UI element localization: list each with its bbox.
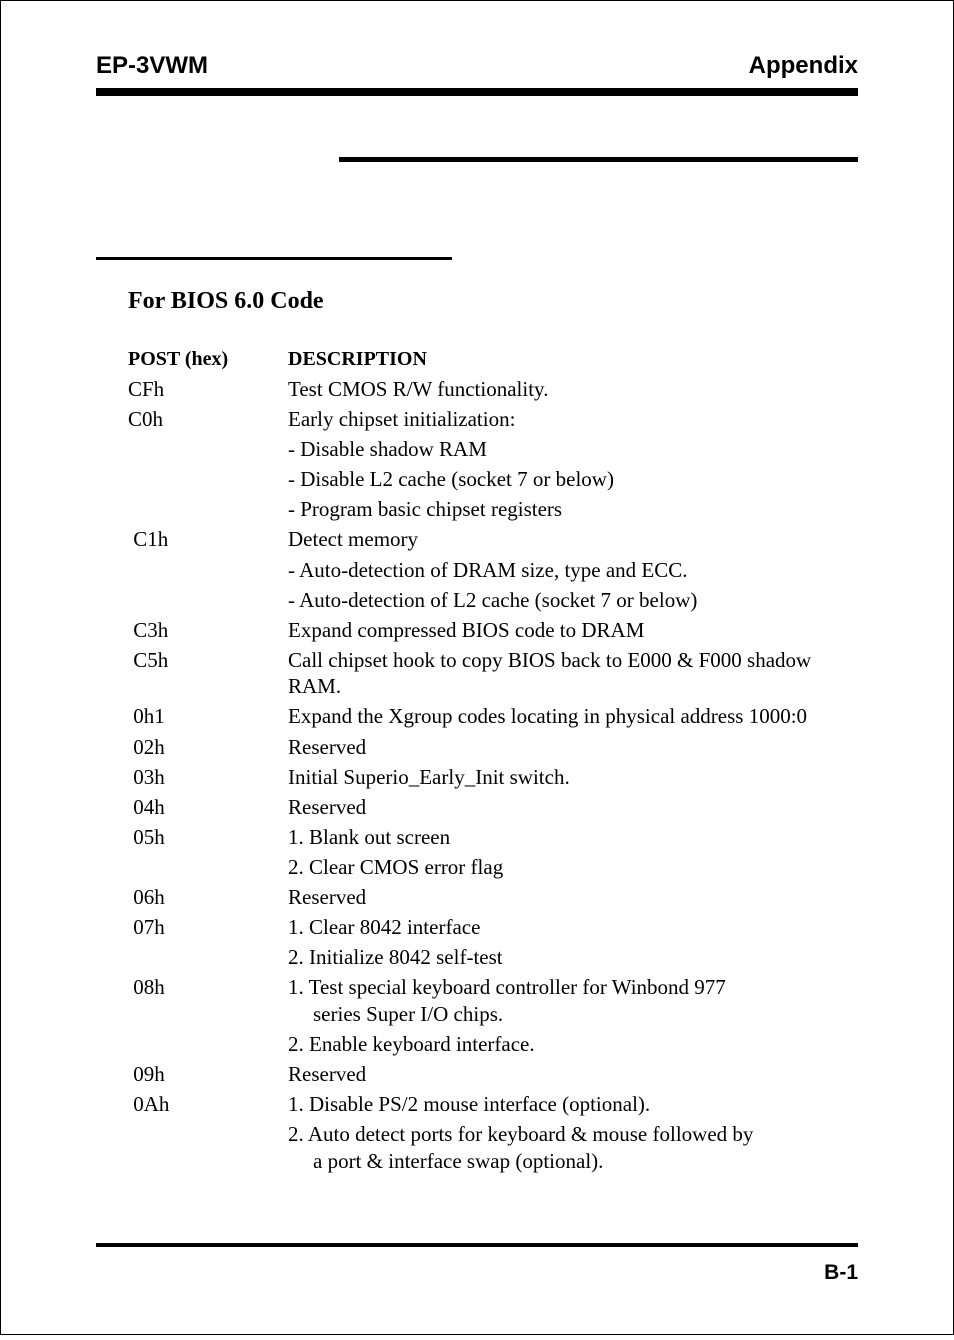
header-section: Appendix xyxy=(748,52,858,79)
description-line: Expand the Xgroup codes locating in physical address 1000:0 xyxy=(288,704,808,729)
description-line: Expand compressed BIOS code to DRAM xyxy=(288,617,645,642)
table-row xyxy=(0,1031,954,1058)
footer-rule xyxy=(96,1243,858,1247)
header-model: EP-3VWM xyxy=(96,52,209,79)
table-row xyxy=(0,526,954,553)
description-line: 1. Clear 8042 interface xyxy=(288,915,481,940)
description-line: 1. Disable PS/2 mouse interface (optional). xyxy=(288,1092,651,1117)
post-description xyxy=(288,1121,860,1174)
post-code: 0h1 xyxy=(128,704,165,729)
post-description xyxy=(288,974,860,1027)
post-description xyxy=(288,496,860,523)
description-line: Reserved xyxy=(288,734,367,759)
table-row xyxy=(0,974,954,1027)
description-line: Early chipset initialization: xyxy=(288,407,516,432)
post-code: 02h xyxy=(128,734,165,759)
post-description xyxy=(288,1091,860,1118)
post-code xyxy=(0,557,288,584)
table-row xyxy=(0,1121,954,1174)
title-rule xyxy=(339,157,858,162)
post-code xyxy=(0,1121,288,1174)
table-row xyxy=(0,496,954,523)
table-row xyxy=(0,1061,954,1088)
table-row xyxy=(0,466,954,493)
column-header-code: POST (hex) xyxy=(128,348,229,370)
post-description xyxy=(288,466,860,493)
post-code xyxy=(0,944,288,971)
table-row xyxy=(0,557,954,584)
post-code: 04h xyxy=(128,794,165,819)
post-code xyxy=(0,1031,288,1058)
post-description xyxy=(288,794,860,821)
description-line: Reserved xyxy=(288,794,367,819)
post-description xyxy=(288,944,860,971)
page-number: B-1 xyxy=(824,1261,858,1284)
post-code: CFh xyxy=(128,377,165,401)
post-code xyxy=(0,587,288,614)
description-line: 1. Test special keyboard controller for Winbond 977 xyxy=(288,975,726,1000)
description-line: 1. Blank out screen xyxy=(288,824,451,849)
table-row xyxy=(0,406,954,433)
description-line: Detect memory xyxy=(288,527,419,552)
subtitle-rule xyxy=(96,257,452,260)
post-code: 06h xyxy=(128,885,165,909)
post-description xyxy=(288,764,860,791)
description-continuation: series Super I/O chips. xyxy=(313,1001,504,1026)
description-line: 2. Clear CMOS error flag xyxy=(288,854,504,879)
table-row xyxy=(0,376,954,403)
table-row xyxy=(0,884,954,911)
description-line: Call chipset hook to copy BIOS back to E000 & F000 shadow RAM. xyxy=(288,647,812,699)
post-code: C3h xyxy=(128,617,169,642)
post-description xyxy=(288,1031,860,1058)
table-row xyxy=(0,436,954,463)
post-code-table xyxy=(0,376,954,1178)
post-description xyxy=(288,914,860,941)
post-code: 07h xyxy=(128,915,165,940)
description-line: Reserved xyxy=(288,1061,367,1086)
column-header-description: DESCRIPTION xyxy=(288,348,427,370)
post-description xyxy=(288,376,860,403)
table-row xyxy=(0,854,954,881)
post-description xyxy=(288,587,860,614)
post-code xyxy=(0,436,288,463)
section-title: For BIOS 6.0 Code xyxy=(128,288,324,314)
description-line: Test CMOS R/W functionality. xyxy=(288,377,549,401)
description-line: - Auto-detection of DRAM size, type and ECC. xyxy=(288,557,688,582)
post-description xyxy=(288,703,860,730)
post-code: C1h xyxy=(128,527,169,552)
table-row xyxy=(0,587,954,614)
post-description xyxy=(288,406,860,433)
description-line: 2. Enable keyboard interface. xyxy=(288,1031,535,1056)
table-row xyxy=(0,944,954,971)
table-row xyxy=(0,824,954,851)
post-description xyxy=(288,436,860,463)
post-code: 09h xyxy=(128,1061,165,1086)
description-line: - Disable shadow RAM xyxy=(288,437,487,462)
post-code: 0Ah xyxy=(128,1092,170,1117)
post-description xyxy=(288,824,860,851)
table-row xyxy=(0,914,954,941)
post-description xyxy=(288,734,860,761)
table-row xyxy=(0,647,954,700)
description-line: Reserved xyxy=(288,885,367,909)
header-rule xyxy=(96,88,858,96)
description-continuation: a port & interface swap (optional). xyxy=(313,1148,604,1173)
post-code: 03h xyxy=(128,764,165,789)
description-line: 2. Initialize 8042 self-test xyxy=(288,945,503,970)
description-line: Initial Superio_Early_Init switch. xyxy=(288,764,570,789)
table-row xyxy=(0,703,954,730)
description-line: 2. Auto detect ports for keyboard & mouse followed by xyxy=(288,1122,754,1147)
post-description xyxy=(288,617,860,644)
table-row xyxy=(0,764,954,791)
post-code: 08h xyxy=(128,975,165,1000)
post-code xyxy=(0,466,288,493)
post-code: C5h xyxy=(128,647,169,672)
post-description xyxy=(288,647,860,700)
description-line: - Disable L2 cache (socket 7 or below) xyxy=(288,467,614,492)
post-description xyxy=(288,884,860,911)
table-row xyxy=(0,794,954,821)
post-code xyxy=(0,854,288,881)
post-description xyxy=(288,526,860,553)
post-code xyxy=(0,496,288,523)
description-line: - Auto-detection of L2 cache (socket 7 or below) xyxy=(288,587,698,612)
post-code: C0h xyxy=(128,407,164,432)
post-code: 05h xyxy=(128,824,165,849)
table-row xyxy=(0,617,954,644)
description-line: - Program basic chipset registers xyxy=(288,497,563,522)
table-row xyxy=(0,1091,954,1118)
post-description xyxy=(288,854,860,881)
post-description xyxy=(288,557,860,584)
table-row xyxy=(0,734,954,761)
post-description xyxy=(288,1061,860,1088)
